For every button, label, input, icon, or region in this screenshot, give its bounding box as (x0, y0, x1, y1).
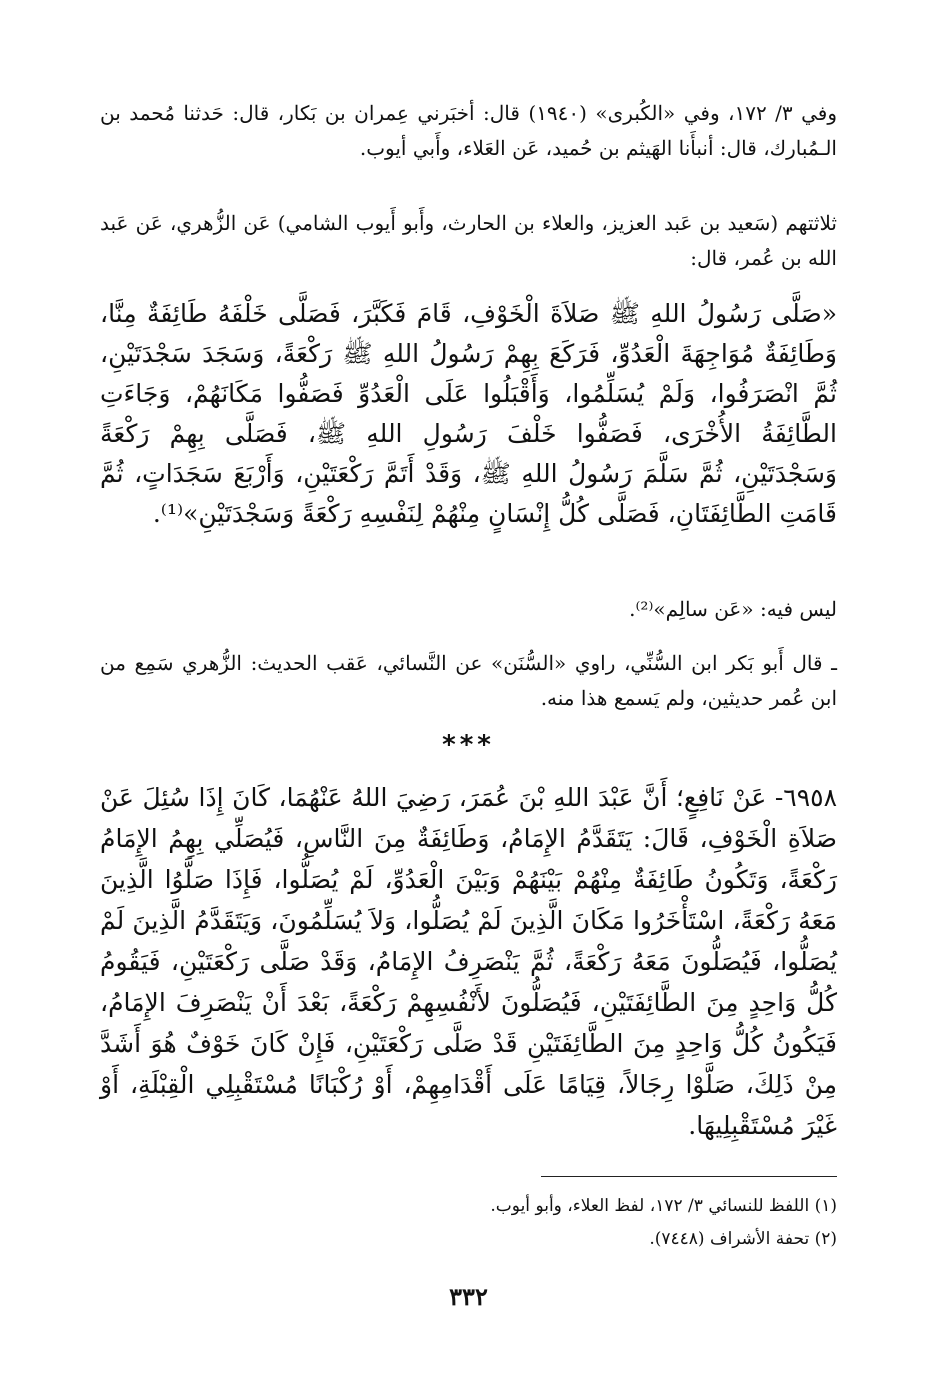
narrator-chain-paragraph: ثلاثتهم (سَعيد بن عَبد العزيز، والعلاء بن الحارث، وأَبو أَيوب الشامي) عَن الزُّهري، عَن عَبد الله بن عُمر، قال: (100, 211, 837, 270)
footnote-divider (541, 1176, 837, 1177)
hadith-6958-text: ٦٩٥٨- عَنْ نَافِعٍ؛ أَنَّ عَبْدَ اللهِ بْنَ عُمَرَ، رَضِيَ اللهُ عَنْهُمَا، كَانَ إِذَا سُئِلَ عَنْ صَلاَةِ الْخَوْفِ، قَالَ: يَتَقَدَّمُ الإِمَامُ، وَطَائِفَةٌ مِنَ النَّاسِ، فَيُصَلِّي بِهِمُ الإِمَامُ رَكْعَةً، وَتَكُونُ طَائِفَةٌ مِنْهُمْ بَيْنَهُمْ وَبَيْنَ الْعَدُوِّ، لَمْ يُصَلُّوا، فَإِذَا صَلَّوُا الَّذِينَ مَعَهُ رَكْعَةً، اسْتَأْخَرُوا مَكَانَ الَّذِينَ لَمْ يُصَلُّوا، وَلاَ يُسَلِّمُونَ، وَيَتَقَدَّمُ الَّذِينَ لَمْ يُصَلُّوا، فَيُصَلُّونَ مَعَهُ رَكْعَةً، ثُمَّ يَنْصَرِفُ الإِمَامُ، وَقَدْ صَلَّى رَكْعَتَيْنِ، فَيَقُومُ كُلُّ وَاحِدٍ مِنَ الطَّائِفَتَيْنِ، فَيُصَلُّونَ لأَنْفُسِهِمْ رَكْعَةً، بَعْدَ أَنْ يَنْصَرِفَ الإِمَامُ، فَيَكُونُ كُلُّ وَاحِدٍ مِنَ الطَّائِفَتَيْنِ قَدْ صَلَّى رَكْعَتَيْنِ، فَإِنْ كَانَ خَوْفٌ هُوَ أَشَدَّ مِنْ ذَلِكَ، صَلَّوْا رِجَالاً، قِيَامًا عَلَى أَقْدَامِهِمْ، أَوْ رُكْبَانًا مُسْتَقْبِلِي الْقِبْلَةِ، أَوْ غَيْرَ مُسْتَقْبِلِيهَا. (100, 783, 838, 1140)
hadith-text: «صَلَّى رَسُولُ اللهِ ﷺ صَلاَةَ الْخَوْفِ، قَامَ فَكَبَّرَ، فَصَلَّى خَلْفَهُ طَائِفَةٌ مِنَّا، وَطَائِفَةٌ مُوَاجِهَةَ الْعَدُوِّ، فَرَكَعَ بِهِمْ رَسُولُ اللهِ ﷺ رَكْعَةً، وَسَجَدَ سَجْدَتَيْنِ، ثُمَّ انْصَرَفُوا، وَلَمْ يُسَلِّمُوا، وَأَقْبَلُوا عَلَى الْعَدُوِّ فَصَفُّوا مَكَانَهُمْ، وَجَاءَتِ الطَّائِفَةُ الأُخْرَى، فَصَفُّوا خَلْفَ رَسُولِ اللهِ ﷺ، فَصَلَّى بِهِمْ رَكْعَةً وَسَجْدَتَيْنِ، ثُمَّ سَلَّمَ رَسُولُ اللهِ ﷺ، وَقَدْ أَتَمَّ رَكْعَتَيْنِ، وَأَرْبَعَ سَجَدَاتٍ، ثُمَّ قَامَتِ الطَّائِفَتَانِ، فَصَلَّى كُلُّ إِنْسَانٍ مِنْهُمْ لِنَفْسِهِ رَكْعَةً وَسَجْدَتَيْنِ»⁽¹⁾. (100, 299, 837, 528)
footnote-1: (١) اللفظ للنسائي ٣/ ١٧٢، لفظ العلاء، وأبو أيوب. (490, 1196, 837, 1216)
section-separator: *** (442, 730, 495, 760)
variant-note: ليس فيه: «عَن سالِم»⁽²⁾. (629, 597, 837, 621)
intro-paragraph: وفي ٣/ ١٧٢، وفي «الكُبرى» (١٩٤٠) قال: أخبَرني عِمران بن بَكار، قال: حَدثنا مُحمد بن الـمُبارك، قال: أنبأَنا الهَيثم بن حُميد، عَن العَلاء، وأَبي أيوب. (100, 101, 837, 160)
footnote-2: (٢) تحفة الأشراف (٧٤٤٨). (649, 1229, 837, 1249)
page-number: ٣٣٢ (449, 1282, 488, 1311)
commentary-paragraph: ـ قال أَبو بَكر ابن السُّنِّي، راوي «السُّنَن» عن النَّسائي، عَقب الحديث: الزُّهري سَمِع من ابن عُمر حديثين، ولم يَسمع هذا منه. (100, 651, 837, 710)
